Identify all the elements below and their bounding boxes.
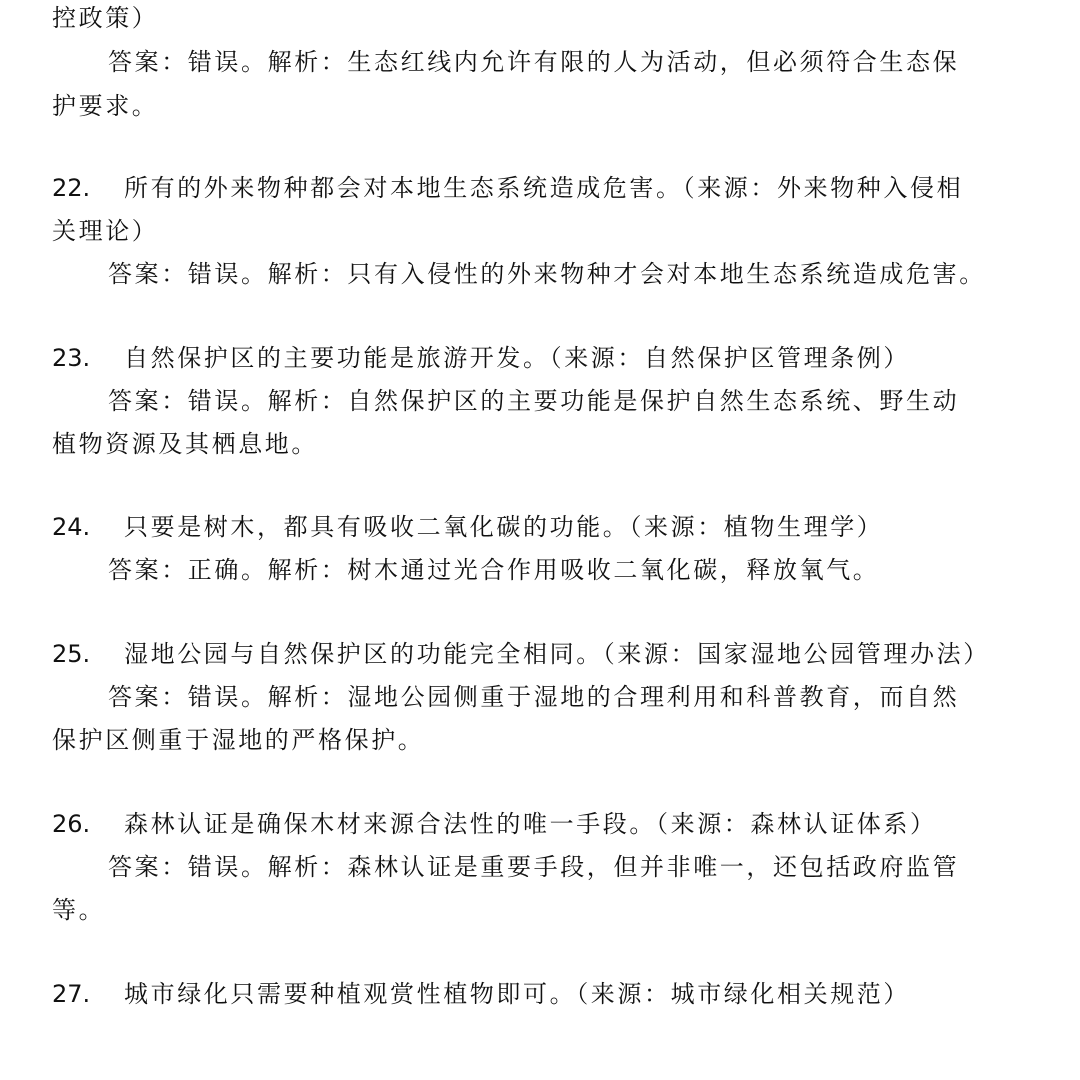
answer-23-line-2: 植物资源及其栖息地。 <box>52 430 318 458</box>
question-21-text-tail: 控政策） <box>52 4 159 32</box>
question-23-line-1 <box>52 342 1052 374</box>
answer-21-line-1: 答案：错误。解析：生态红线内允许有限的人为活动，但必须符合生态保 <box>108 48 960 76</box>
question-27-number: 27. <box>52 980 91 1008</box>
answer-26-line-1: 答案：错误。解析：森林认证是重要手段，但并非唯一，还包括政府监管 <box>108 853 960 881</box>
question-22-line-1 <box>52 172 1052 204</box>
answer-26-line-2: 等。 <box>52 896 106 924</box>
question-22-line-2: 关理论） <box>52 217 159 245</box>
question-24-number: 24. <box>52 513 91 541</box>
answer-25-line-1: 答案：错误。解析：湿地公园侧重于湿地的合理利用和科普教育，而自然 <box>108 683 960 711</box>
question-24-line-1 <box>52 511 1052 543</box>
answer-22-line-1: 答案：错误。解析：只有入侵性的外来物种才会对本地生态系统造成危害。 <box>108 260 986 288</box>
answer-23-line-1: 答案：错误。解析：自然保护区的主要功能是保护自然生态系统、野生动 <box>108 387 960 415</box>
question-27-line-1 <box>52 978 1052 1010</box>
question-23-number: 23. <box>52 344 91 372</box>
question-25-line-1 <box>52 638 1052 670</box>
question-23-text: 自然保护区的主要功能是旅游开发。（来源：自然保护区管理条例） <box>124 344 910 372</box>
question-26-text: 森林认证是确保木材来源合法性的唯一手段。（来源：森林认证体系） <box>124 810 937 838</box>
answer-25-line-2: 保护区侧重于湿地的严格保护。 <box>52 726 425 754</box>
question-25-number: 25. <box>52 640 91 668</box>
question-27-text: 城市绿化只需要种植观赏性植物即可。（来源：城市绿化相关规范） <box>124 980 910 1008</box>
question-26-number: 26. <box>52 810 91 838</box>
answer-24-line-1: 答案：正确。解析：树木通过光合作用吸收二氧化碳，释放氧气。 <box>108 556 880 584</box>
question-24-text: 只要是树木，都具有吸收二氧化碳的功能。（来源：植物生理学） <box>124 513 884 541</box>
question-22-number: 22. <box>52 174 91 202</box>
question-25-text: 湿地公园与自然保护区的功能完全相同。（来源：国家湿地公园管理办法） <box>124 640 990 668</box>
answer-21-line-2: 护要求。 <box>52 92 159 120</box>
question-22-text: 所有的外来物种都会对本地生态系统造成危害。（来源：外来物种入侵相 <box>124 174 964 202</box>
question-26-line-1 <box>52 808 1052 840</box>
